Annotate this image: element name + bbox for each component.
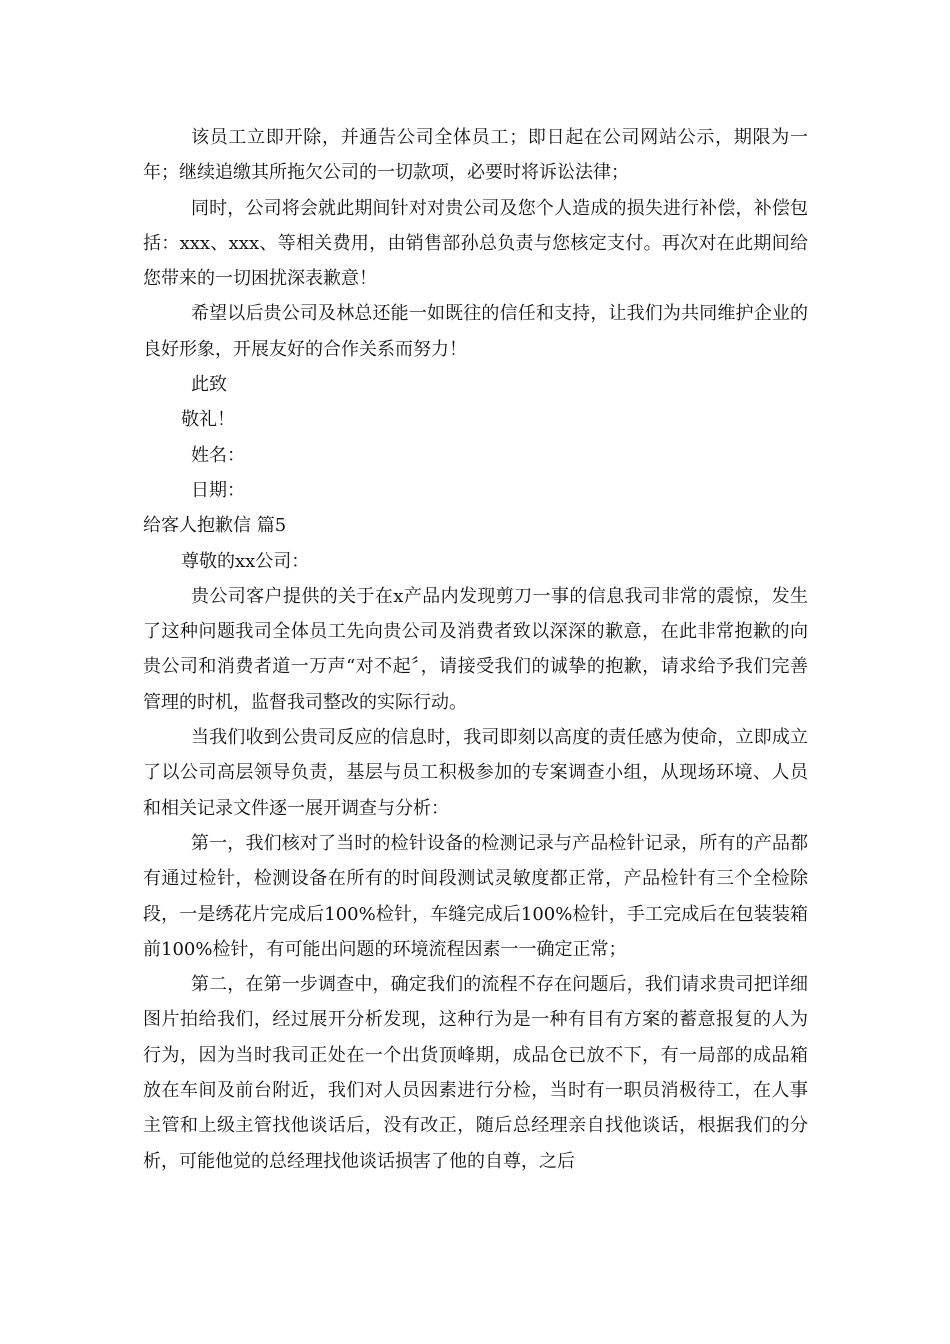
paragraph-first-finding: 第一，我们核对了当时的检针设备的检测记录与产品检针记录，所有的产品都有通过检针，检测设备在所有的时间段测试灵敏度都正常，产品检针有三个全检除段，一是绣花片完成后100%检针，车缝完成后100%检针，手工完成后在包装装箱前100%检针，有可能出问题的环境流程因素一一确定正常； [143, 832, 808, 960]
document-body [143, 120, 808, 1179]
paragraph-dismissal: 该员工立即开除，并通告公司全体员工；即日起在公司网站公示，期限为一年；继续追缴其所拖欠公司的一切款项，必要时将诉讼法律； [143, 127, 808, 184]
paragraph-incident: 贵公司客户提供的关于在x产品内发现剪刀一事的信息我司非常的震惊，发生了这种问题我司全体员工先向贵公司及消费者致以深深的歉意，在此非常抱歉的向贵公司和消费者道一万声“对不起〞，请接受我们的诚挚的抱歉，请求给予我们完善管理的时机，监督我司整改的实际行动。 [143, 585, 808, 713]
signature-date: 日期： [191, 479, 245, 501]
signature-name: 姓名： [191, 444, 245, 466]
closing-cizhi: 此致 [191, 374, 227, 396]
salutation: 尊敬的xx公司： [181, 550, 310, 572]
closing-jingli: 敬礼！ [181, 409, 235, 431]
paragraph-investigation: 当我们收到公贵司反应的信息时，我司即刻以高度的责任感为使命，立即成立了以公司高层领导负责，基层与员工积极参加的专案调查小组，从现场环境、人员和相关记录文件逐一展开调查与分析： [143, 727, 808, 819]
paragraph-hope: 希望以后贵公司及林总还能一如既往的信任和支持，让我们为共同维护企业的良好形象，开展友好的合作关系而努力！ [143, 303, 808, 360]
section-title: 给客人抱歉信 篇5 [143, 515, 287, 537]
paragraph-compensation: 同时，公司将会就此期间针对对贵公司及您个人造成的损失进行补偿，补偿包括：xxx、xxx、等相关费用，由销售部孙总负责与您核定支付。再次对在此期间给您带来的一切困扰深表歉意！ [143, 197, 808, 290]
paragraph-second-finding: 第二，在第一步调查中，确定我们的流程不存在问题后，我们请求贵司把详细图片拍给我们，经过展开分析发现，这种行为是一种有目有方案的蓄意报复的人为行为，因为当时我司正处在一个出货顶峰期，成品仓已放不下，有一局部的成品箱放在车间及前台附近，我们对人员因素进行分检，当时有一职员消极待工，在人事主管和上级主管找他谈话后，没有改正，随后总经理亲自找他谈话，根据我们的分析，可能他觉的总经理找他谈话损害了他的自尊，之后 [143, 974, 808, 1172]
